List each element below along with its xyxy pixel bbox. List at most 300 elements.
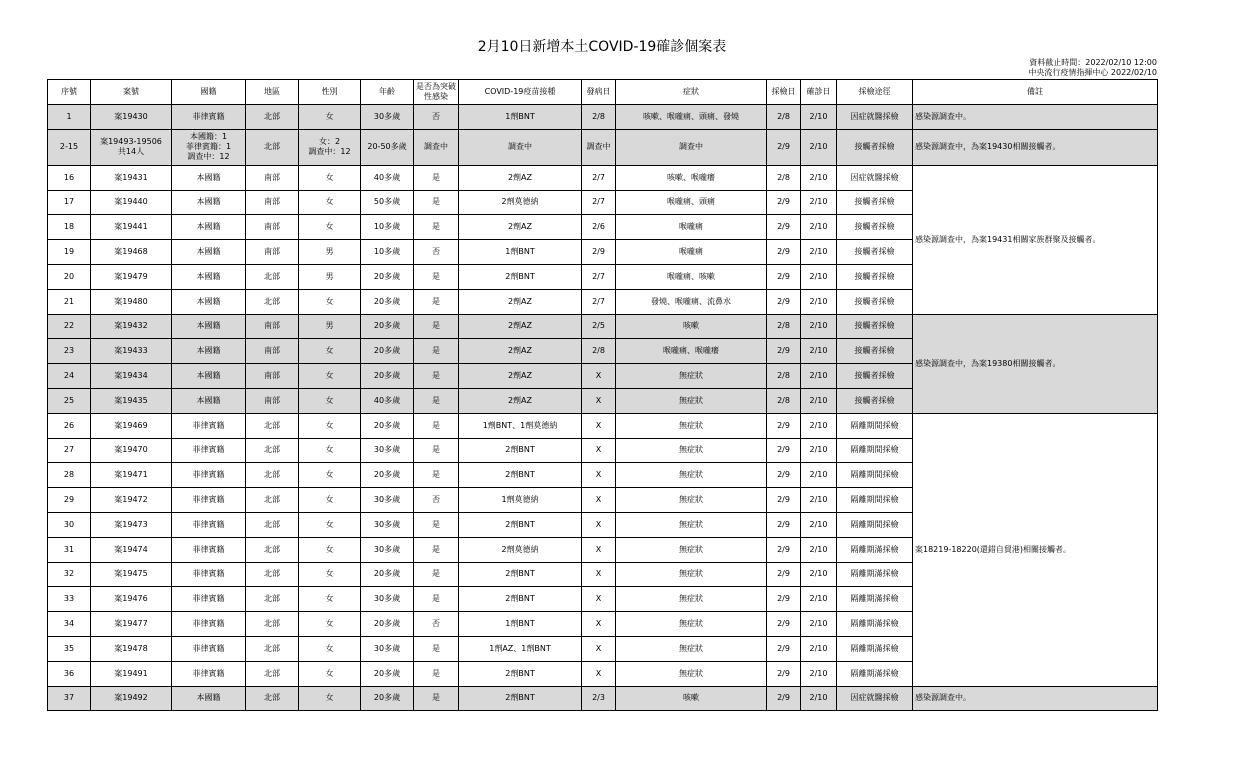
onset-date-cell: 2/9 xyxy=(582,240,616,265)
region-cell: 北部 xyxy=(246,463,299,488)
nationality-cell: 菲律賓籍 xyxy=(172,438,246,463)
confirm-date-cell: 2/10 xyxy=(801,364,837,389)
vaccine-cell: 2劑AZ xyxy=(459,215,582,240)
symptoms-cell: 無症狀 xyxy=(616,488,767,513)
confirm-date-cell: 2/10 xyxy=(801,612,837,637)
confirm-date-cell: 2/10 xyxy=(801,636,837,661)
region-cell: 南部 xyxy=(246,364,299,389)
vaccine-cell: 2劑AZ xyxy=(459,314,582,339)
case-number-cell: 27 xyxy=(48,438,91,463)
onset-date-cell: 2/5 xyxy=(582,314,616,339)
confirm-date-cell: 2/10 xyxy=(801,562,837,587)
symptoms-cell: 無症狀 xyxy=(616,388,767,413)
onset-date-cell: 2/6 xyxy=(582,215,616,240)
region-cell: 北部 xyxy=(246,612,299,637)
remarks-cell: 感染源調查中，為案19431相關家族群聚及接觸者。 xyxy=(913,165,1158,314)
symptoms-cell: 無症狀 xyxy=(616,537,767,562)
sex-cell: 女 xyxy=(299,105,361,130)
case-number-cell: 30 xyxy=(48,512,91,537)
age-cell: 10多歲 xyxy=(361,215,414,240)
testing-route-cell: 隔離期間採檢 xyxy=(837,413,913,438)
vaccine-cell: 1劑BNT xyxy=(459,612,582,637)
onset-date-cell: X xyxy=(582,512,616,537)
onset-date-cell: X xyxy=(582,661,616,686)
breakthrough-cell: 是 xyxy=(414,289,459,314)
table-row xyxy=(48,686,1158,711)
age-cell: 20多歲 xyxy=(361,562,414,587)
test-date-cell: 2/8 xyxy=(767,165,801,190)
confirm-date-cell: 2/10 xyxy=(801,264,837,289)
testing-route-cell: 隔離期滿採檢 xyxy=(837,562,913,587)
age-cell: 30多歲 xyxy=(361,488,414,513)
confirm-date-cell: 2/10 xyxy=(801,512,837,537)
onset-date-cell: X xyxy=(582,364,616,389)
header-cell: 國籍 xyxy=(172,80,246,105)
onset-date-cell: 2/7 xyxy=(582,165,616,190)
sex-cell: 女 xyxy=(299,388,361,413)
case-number-cell: 31 xyxy=(48,537,91,562)
breakthrough-cell: 否 xyxy=(414,488,459,513)
breakthrough-cell: 是 xyxy=(414,587,459,612)
testing-route-cell: 接觸者採檢 xyxy=(837,190,913,215)
vaccine-cell: 2劑BNT xyxy=(459,438,582,463)
test-date-cell: 2/9 xyxy=(767,438,801,463)
breakthrough-cell: 是 xyxy=(414,339,459,364)
vaccine-cell: 2劑莫德納 xyxy=(459,537,582,562)
testing-route-cell: 隔離期滿採檢 xyxy=(837,636,913,661)
breakthrough-cell: 是 xyxy=(414,413,459,438)
confirm-date-cell: 2/10 xyxy=(801,314,837,339)
header-cell: 症狀 xyxy=(616,80,767,105)
header-cell: 是否為突破性感染 xyxy=(414,80,459,105)
vaccine-cell: 1劑BNT、1劑莫德納 xyxy=(459,413,582,438)
vaccine-cell: 調查中 xyxy=(459,129,582,165)
case-id-cell: 案19476 xyxy=(91,587,172,612)
case-number-cell: 29 xyxy=(48,488,91,513)
testing-route-cell: 接觸者採檢 xyxy=(837,240,913,265)
case-id-cell: 案19469 xyxy=(91,413,172,438)
report-meta xyxy=(1028,58,1157,78)
region-cell: 北部 xyxy=(246,512,299,537)
region-cell: 南部 xyxy=(246,215,299,240)
sex-cell: 女 xyxy=(299,636,361,661)
region-cell: 北部 xyxy=(246,686,299,711)
vaccine-cell: 2劑AZ xyxy=(459,388,582,413)
region-cell: 北部 xyxy=(246,289,299,314)
age-cell: 20多歲 xyxy=(361,339,414,364)
case-id-cell: 案19473 xyxy=(91,512,172,537)
age-cell: 40多歲 xyxy=(361,388,414,413)
testing-route-cell: 因症就醫採檢 xyxy=(837,165,913,190)
confirm-date-cell: 2/10 xyxy=(801,438,837,463)
header-cell: 發病日 xyxy=(582,80,616,105)
nationality-cell: 菲律賓籍 xyxy=(172,661,246,686)
case-number-cell: 32 xyxy=(48,562,91,587)
region-cell: 北部 xyxy=(246,413,299,438)
region-cell: 南部 xyxy=(246,165,299,190)
age-cell: 20多歲 xyxy=(361,463,414,488)
breakthrough-cell: 是 xyxy=(414,364,459,389)
case-id-cell: 案19493-19506 共14人 xyxy=(91,129,172,165)
sex-cell: 女 xyxy=(299,413,361,438)
sex-cell: 女 xyxy=(299,438,361,463)
testing-route-cell: 接觸者採檢 xyxy=(837,215,913,240)
testing-route-cell: 隔離期間採檢 xyxy=(837,512,913,537)
case-id-cell: 案19433 xyxy=(91,339,172,364)
table-row xyxy=(48,129,1158,165)
test-date-cell: 2/9 xyxy=(767,129,801,165)
age-cell: 20多歲 xyxy=(361,413,414,438)
sex-cell: 女 xyxy=(299,165,361,190)
onset-date-cell: 2/7 xyxy=(582,190,616,215)
case-id-cell: 案19477 xyxy=(91,612,172,637)
confirm-date-cell: 2/10 xyxy=(801,661,837,686)
vaccine-cell: 2劑BNT xyxy=(459,463,582,488)
nationality-cell: 本國籍：1 菲律賓籍：1 調查中：12 xyxy=(172,129,246,165)
testing-route-cell: 隔離期間採檢 xyxy=(837,488,913,513)
case-number-cell: 26 xyxy=(48,413,91,438)
case-id-cell: 案19468 xyxy=(91,240,172,265)
age-cell: 20多歲 xyxy=(361,661,414,686)
case-id-cell: 案19434 xyxy=(91,364,172,389)
onset-date-cell: X xyxy=(582,413,616,438)
remarks-cell: 感染源調查中，為案19380相關接觸者。 xyxy=(913,314,1158,413)
nationality-cell: 菲律賓籍 xyxy=(172,413,246,438)
breakthrough-cell: 是 xyxy=(414,537,459,562)
test-date-cell: 2/9 xyxy=(767,488,801,513)
table-row xyxy=(48,105,1158,130)
case-id-cell: 案19492 xyxy=(91,686,172,711)
sex-cell: 女 xyxy=(299,587,361,612)
nationality-cell: 本國籍 xyxy=(172,165,246,190)
onset-date-cell: X xyxy=(582,612,616,637)
case-number-cell: 22 xyxy=(48,314,91,339)
table-row xyxy=(48,413,1158,438)
symptoms-cell: 喉嚨痛、咳嗽 xyxy=(616,264,767,289)
symptoms-cell: 咳嗽 xyxy=(616,686,767,711)
symptoms-cell: 無症狀 xyxy=(616,612,767,637)
age-cell: 20多歲 xyxy=(361,289,414,314)
test-date-cell: 2/9 xyxy=(767,512,801,537)
region-cell: 南部 xyxy=(246,240,299,265)
nationality-cell: 菲律賓籍 xyxy=(172,587,246,612)
nationality-cell: 菲律賓籍 xyxy=(172,562,246,587)
symptoms-cell: 喉嚨痛、喉嚨癢 xyxy=(616,339,767,364)
symptoms-cell: 咳嗽 xyxy=(616,314,767,339)
symptoms-cell: 無症狀 xyxy=(616,463,767,488)
symptoms-cell: 無症狀 xyxy=(616,562,767,587)
symptoms-cell: 無症狀 xyxy=(616,438,767,463)
vaccine-cell: 2劑BNT xyxy=(459,512,582,537)
test-date-cell: 2/9 xyxy=(767,537,801,562)
onset-date-cell: X xyxy=(582,388,616,413)
header-row xyxy=(48,80,1158,105)
region-cell: 南部 xyxy=(246,190,299,215)
case-number-cell: 16 xyxy=(48,165,91,190)
test-date-cell: 2/9 xyxy=(767,612,801,637)
age-cell: 20多歲 xyxy=(361,264,414,289)
onset-date-cell: 2/3 xyxy=(582,686,616,711)
case-number-cell: 37 xyxy=(48,686,91,711)
case-number-cell: 18 xyxy=(48,215,91,240)
nationality-cell: 本國籍 xyxy=(172,339,246,364)
sex-cell: 女 xyxy=(299,488,361,513)
testing-route-cell: 接觸者採檢 xyxy=(837,388,913,413)
age-cell: 30多歲 xyxy=(361,512,414,537)
breakthrough-cell: 是 xyxy=(414,190,459,215)
age-cell: 50多歲 xyxy=(361,190,414,215)
age-cell: 20多歲 xyxy=(361,686,414,711)
case-number-cell: 23 xyxy=(48,339,91,364)
header-cell: COVID-19疫苗接種 xyxy=(459,80,582,105)
nationality-cell: 本國籍 xyxy=(172,314,246,339)
region-cell: 北部 xyxy=(246,488,299,513)
header-cell: 備註 xyxy=(913,80,1158,105)
testing-route-cell: 接觸者採檢 xyxy=(837,339,913,364)
confirm-date-cell: 2/10 xyxy=(801,339,837,364)
vaccine-cell: 2劑AZ xyxy=(459,339,582,364)
breakthrough-cell: 是 xyxy=(414,264,459,289)
sex-cell: 女 xyxy=(299,339,361,364)
test-date-cell: 2/9 xyxy=(767,190,801,215)
confirm-date-cell: 2/10 xyxy=(801,215,837,240)
vaccine-cell: 2劑BNT xyxy=(459,562,582,587)
test-date-cell: 2/9 xyxy=(767,413,801,438)
case-table-body xyxy=(48,105,1158,711)
symptoms-cell: 無症狀 xyxy=(616,636,767,661)
vaccine-cell: 2劑BNT xyxy=(459,686,582,711)
testing-route-cell: 隔離期滿採檢 xyxy=(837,612,913,637)
case-id-cell: 案19432 xyxy=(91,314,172,339)
symptoms-cell: 發燒、喉嚨痛、流鼻水 xyxy=(616,289,767,314)
sex-cell: 女 xyxy=(299,612,361,637)
symptoms-cell: 喉嚨痛、頭痛 xyxy=(616,190,767,215)
sex-cell: 女 xyxy=(299,661,361,686)
region-cell: 南部 xyxy=(246,388,299,413)
age-cell: 20多歲 xyxy=(361,612,414,637)
sex-cell: 女 xyxy=(299,463,361,488)
region-cell: 北部 xyxy=(246,661,299,686)
case-id-cell: 案19431 xyxy=(91,165,172,190)
nationality-cell: 菲律賓籍 xyxy=(172,488,246,513)
case-id-cell: 案19479 xyxy=(91,264,172,289)
confirm-date-cell: 2/10 xyxy=(801,488,837,513)
test-date-cell: 2/9 xyxy=(767,339,801,364)
case-number-cell: 21 xyxy=(48,289,91,314)
confirm-date-cell: 2/10 xyxy=(801,686,837,711)
nationality-cell: 本國籍 xyxy=(172,686,246,711)
test-date-cell: 2/9 xyxy=(767,289,801,314)
case-id-cell: 案19491 xyxy=(91,661,172,686)
sex-cell: 男 xyxy=(299,264,361,289)
onset-date-cell: 2/8 xyxy=(582,339,616,364)
age-cell: 30多歲 xyxy=(361,636,414,661)
remarks-cell: 感染源調查中，為案19430相關接觸者。 xyxy=(913,129,1158,165)
remarks-cell: 感染源調查中。 xyxy=(913,105,1158,130)
nationality-cell: 菲律賓籍 xyxy=(172,537,246,562)
symptoms-cell: 喉嚨痛 xyxy=(616,240,767,265)
age-cell: 10多歲 xyxy=(361,240,414,265)
test-date-cell: 2/8 xyxy=(767,314,801,339)
table-row xyxy=(48,165,1158,190)
symptoms-cell: 調查中 xyxy=(616,129,767,165)
sex-cell: 女 xyxy=(299,537,361,562)
test-date-cell: 2/9 xyxy=(767,661,801,686)
vaccine-cell: 1劑AZ、1劑BNT xyxy=(459,636,582,661)
case-id-cell: 案19435 xyxy=(91,388,172,413)
test-date-cell: 2/9 xyxy=(767,636,801,661)
age-cell: 20多歲 xyxy=(361,314,414,339)
testing-route-cell: 隔離期間採檢 xyxy=(837,438,913,463)
onset-date-cell: 2/7 xyxy=(582,289,616,314)
nationality-cell: 菲律賓籍 xyxy=(172,612,246,637)
case-number-cell: 33 xyxy=(48,587,91,612)
age-cell: 30多歲 xyxy=(361,537,414,562)
onset-date-cell: 2/8 xyxy=(582,105,616,130)
case-number-cell: 28 xyxy=(48,463,91,488)
issuing-agency: 中央流行疫情指揮中心 2022/02/10 xyxy=(1028,68,1157,77)
test-date-cell: 2/9 xyxy=(767,240,801,265)
nationality-cell: 本國籍 xyxy=(172,215,246,240)
case-id-cell: 案19470 xyxy=(91,438,172,463)
testing-route-cell: 接觸者採檢 xyxy=(837,264,913,289)
header-cell: 序號 xyxy=(48,80,91,105)
confirm-date-cell: 2/10 xyxy=(801,413,837,438)
header-cell: 性別 xyxy=(299,80,361,105)
test-date-cell: 2/9 xyxy=(767,264,801,289)
sex-cell: 女 xyxy=(299,686,361,711)
symptoms-cell: 咳嗽、喉嚨癢 xyxy=(616,165,767,190)
confirm-date-cell: 2/10 xyxy=(801,388,837,413)
vaccine-cell: 1劑BNT xyxy=(459,240,582,265)
sex-cell: 女 xyxy=(299,512,361,537)
testing-route-cell: 隔離期滿採檢 xyxy=(837,661,913,686)
symptoms-cell: 喉嚨痛 xyxy=(616,215,767,240)
vaccine-cell: 1劑BNT xyxy=(459,105,582,130)
vaccine-cell: 2劑AZ xyxy=(459,364,582,389)
breakthrough-cell: 是 xyxy=(414,562,459,587)
sex-cell: 男 xyxy=(299,240,361,265)
region-cell: 北部 xyxy=(246,129,299,165)
confirm-date-cell: 2/10 xyxy=(801,165,837,190)
test-date-cell: 2/9 xyxy=(767,215,801,240)
nationality-cell: 菲律賓籍 xyxy=(172,463,246,488)
case-number-cell: 25 xyxy=(48,388,91,413)
test-date-cell: 2/8 xyxy=(767,105,801,130)
symptoms-cell: 無症狀 xyxy=(616,413,767,438)
age-cell: 30多歲 xyxy=(361,587,414,612)
age-cell: 40多歲 xyxy=(361,165,414,190)
case-number-cell: 20 xyxy=(48,264,91,289)
vaccine-cell: 2劑BNT xyxy=(459,587,582,612)
onset-date-cell: X xyxy=(582,463,616,488)
age-cell: 30多歲 xyxy=(361,438,414,463)
header-cell: 案號 xyxy=(91,80,172,105)
case-number-cell: 19 xyxy=(48,240,91,265)
case-id-cell: 案19440 xyxy=(91,190,172,215)
table-row xyxy=(48,314,1158,339)
breakthrough-cell: 是 xyxy=(414,463,459,488)
region-cell: 北部 xyxy=(246,562,299,587)
page-title: 2月10日新增本土COVID-19確診個案表 xyxy=(477,39,727,55)
header-cell: 採檢途徑 xyxy=(837,80,913,105)
testing-route-cell: 接觸者採檢 xyxy=(837,364,913,389)
nationality-cell: 菲律賓籍 xyxy=(172,636,246,661)
testing-route-cell: 接觸者採檢 xyxy=(837,314,913,339)
header-cell: 年齡 xyxy=(361,80,414,105)
confirm-date-cell: 2/10 xyxy=(801,463,837,488)
header-cell: 採檢日 xyxy=(767,80,801,105)
nationality-cell: 本國籍 xyxy=(172,364,246,389)
testing-route-cell: 接觸者採檢 xyxy=(837,289,913,314)
age-cell: 30多歲 xyxy=(361,105,414,130)
sex-cell: 女 xyxy=(299,364,361,389)
breakthrough-cell: 是 xyxy=(414,636,459,661)
symptoms-cell: 無症狀 xyxy=(616,661,767,686)
testing-route-cell: 因症就醫採檢 xyxy=(837,686,913,711)
sex-cell: 女：2 調查中：12 xyxy=(299,129,361,165)
breakthrough-cell: 是 xyxy=(414,512,459,537)
region-cell: 南部 xyxy=(246,339,299,364)
breakthrough-cell: 是 xyxy=(414,686,459,711)
case-number-cell: 34 xyxy=(48,612,91,637)
sex-cell: 男 xyxy=(299,314,361,339)
remarks-cell: 感染源調查中。 xyxy=(913,686,1158,711)
header-cell: 地區 xyxy=(246,80,299,105)
vaccine-cell: 2劑AZ xyxy=(459,289,582,314)
case-id-cell: 案19475 xyxy=(91,562,172,587)
confirm-date-cell: 2/10 xyxy=(801,537,837,562)
breakthrough-cell: 是 xyxy=(414,388,459,413)
region-cell: 北部 xyxy=(246,537,299,562)
nationality-cell: 本國籍 xyxy=(172,240,246,265)
case-number-cell: 17 xyxy=(48,190,91,215)
case-id-cell: 案19474 xyxy=(91,537,172,562)
nationality-cell: 本國籍 xyxy=(172,388,246,413)
breakthrough-cell: 否 xyxy=(414,240,459,265)
testing-route-cell: 隔離期間採檢 xyxy=(837,463,913,488)
region-cell: 北部 xyxy=(246,264,299,289)
case-number-cell: 36 xyxy=(48,661,91,686)
vaccine-cell: 1劑莫德納 xyxy=(459,488,582,513)
case-table xyxy=(47,79,1158,711)
nationality-cell: 菲律賓籍 xyxy=(172,512,246,537)
onset-date-cell: X xyxy=(582,587,616,612)
symptoms-cell: 無症狀 xyxy=(616,587,767,612)
symptoms-cell: 無症狀 xyxy=(616,364,767,389)
onset-date-cell: X xyxy=(582,488,616,513)
confirm-date-cell: 2/10 xyxy=(801,105,837,130)
case-number-cell: 2-15 xyxy=(48,129,91,165)
onset-date-cell: X xyxy=(582,636,616,661)
nationality-cell: 本國籍 xyxy=(172,264,246,289)
confirm-date-cell: 2/10 xyxy=(801,129,837,165)
confirm-date-cell: 2/10 xyxy=(801,587,837,612)
case-id-cell: 案19478 xyxy=(91,636,172,661)
region-cell: 北部 xyxy=(246,636,299,661)
test-date-cell: 2/9 xyxy=(767,686,801,711)
confirm-date-cell: 2/10 xyxy=(801,289,837,314)
onset-date-cell: 2/7 xyxy=(582,264,616,289)
breakthrough-cell: 是 xyxy=(414,215,459,240)
header-cell: 確診日 xyxy=(801,80,837,105)
case-number-cell: 24 xyxy=(48,364,91,389)
age-cell: 20-50多歲 xyxy=(361,129,414,165)
breakthrough-cell: 是 xyxy=(414,661,459,686)
breakthrough-cell: 否 xyxy=(414,612,459,637)
case-id-cell: 案19441 xyxy=(91,215,172,240)
onset-date-cell: X xyxy=(582,438,616,463)
